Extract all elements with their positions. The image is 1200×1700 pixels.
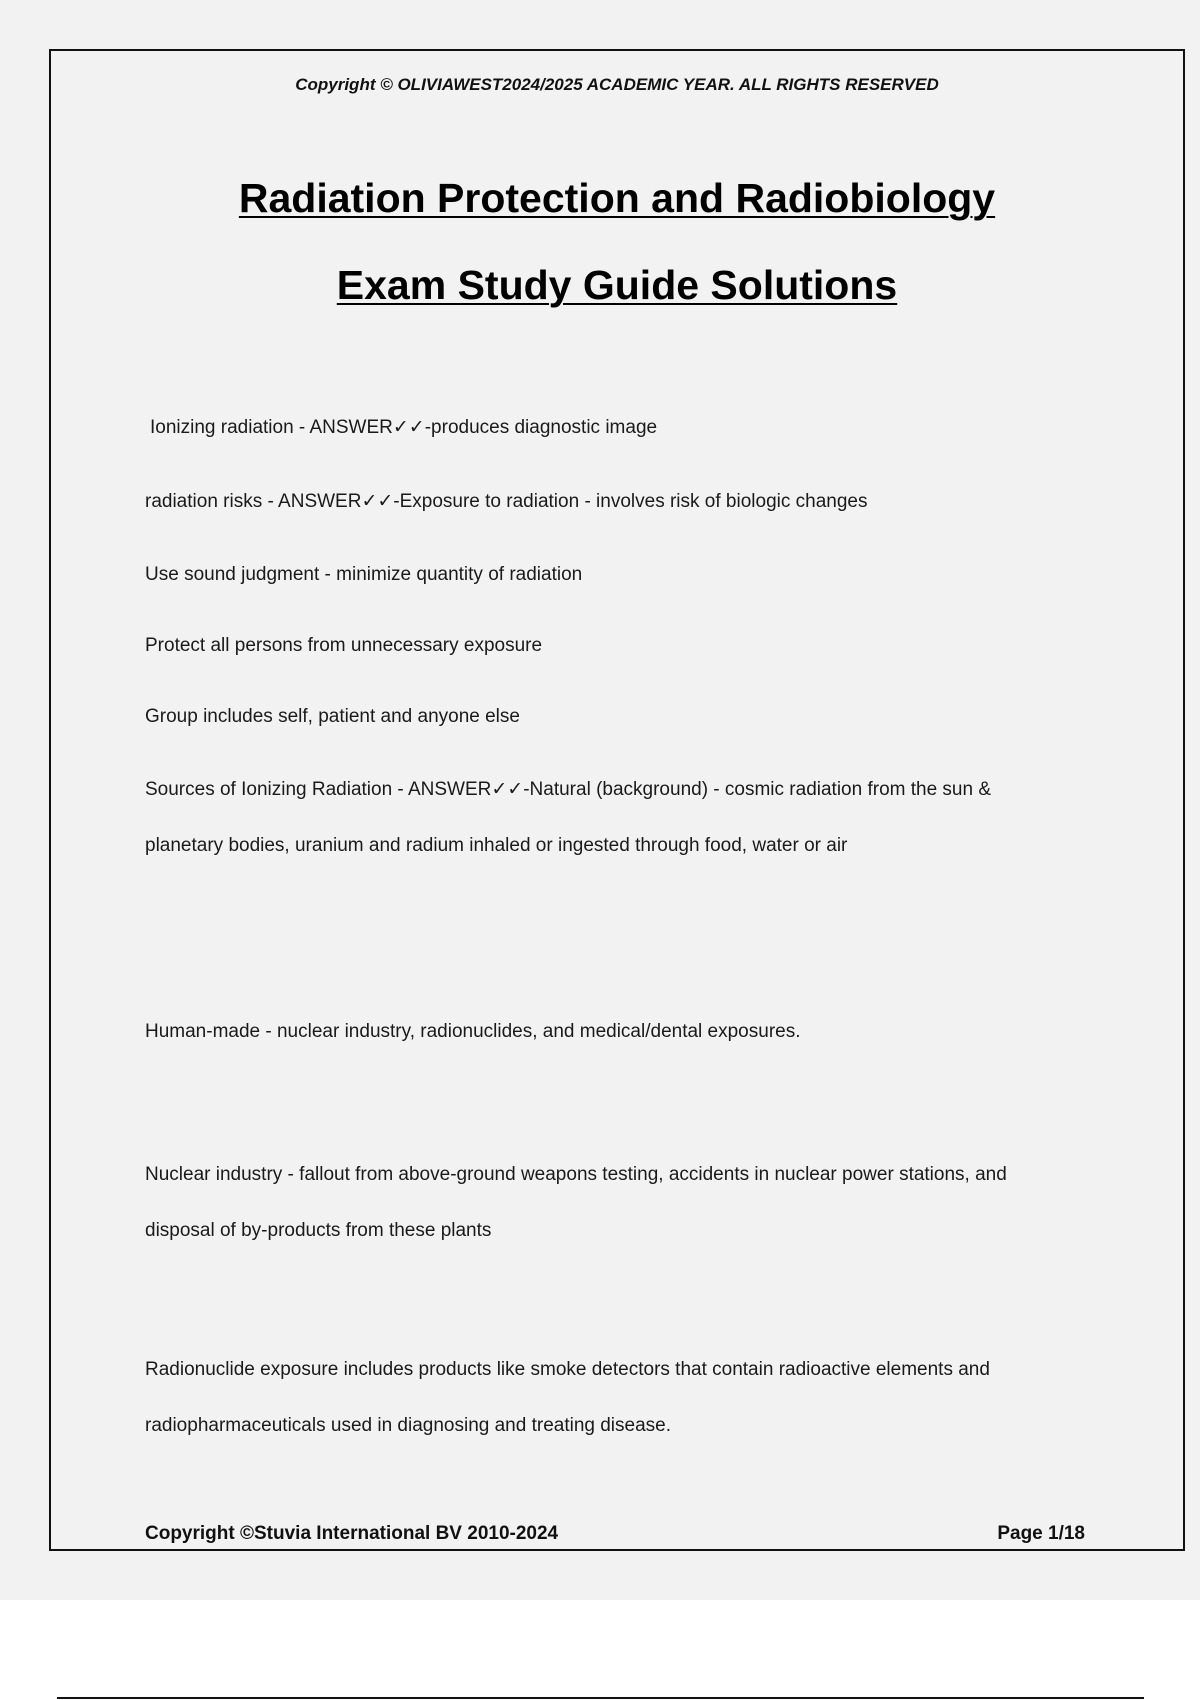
paragraph-line: Nuclear industry - fallout from above-ground weapons testing, accidents in nuclear power stations, and [145,1164,1007,1185]
paragraph-line: Protect all persons from unnecessary exposure [145,635,543,656]
paragraph-sound-judgment [145,547,1145,603]
page-number: Page 1/18 [997,1523,1085,1544]
paragraph-line: Human-made - nuclear industry, radionuclides, and medical/dental exposures. [145,1021,801,1042]
paragraph-line: Ionizing radiation - ANSWER✓✓-produces diagnostic image [150,417,658,438]
paragraph-nuclear-industry [145,1147,1145,1259]
paragraph-line: Radionuclide exposure includes products like smoke detectors that contain radioactive elements and [145,1359,990,1380]
header-copyright: Copyright © OLIVIAWEST2024/2025 ACADEMIC YEAR. ALL RIGHTS RESERVED [295,75,939,94]
paragraph-line: Sources of Ionizing Radiation - ANSWER✓✓-Natural (background) - cosmic radiation from the sun & [145,779,992,800]
document-title-line-2: Exam Study Guide Solutions [336,262,898,308]
paragraph-human-made [145,1004,1145,1060]
paragraph-ionizing-radiation [150,400,1150,456]
paragraph-radionuclide-exposure [145,1342,1145,1454]
paragraph-line: planetary bodies, uranium and radium inhaled or ingested through food, water or air [145,835,848,856]
document-title-line-1: Radiation Protection and Radiobiology [238,175,996,221]
paragraph-protect-persons [145,618,1145,674]
footer-copyright: Copyright ©Stuvia International BV 2010-2024 [145,1523,559,1544]
paragraph-line: radiation risks - ANSWER✓✓-Exposure to radiation - involves risk of biologic changes [145,491,868,512]
paragraph-group-includes [145,689,1145,745]
paragraph-line: radiopharmaceuticals used in diagnosing and treating disease. [145,1415,672,1436]
paragraph-sources-of-ionizing-radiation [145,762,1145,874]
paragraph-radiation-risks [145,474,1145,530]
paragraph-line: Group includes self, patient and anyone else [145,706,520,727]
document-page [49,49,1185,1551]
next-page-divider [57,1697,1144,1699]
paragraph-line: disposal of by-products from these plants [145,1220,492,1241]
paragraph-line: Use sound judgment - minimize quantity of radiation [145,564,583,585]
